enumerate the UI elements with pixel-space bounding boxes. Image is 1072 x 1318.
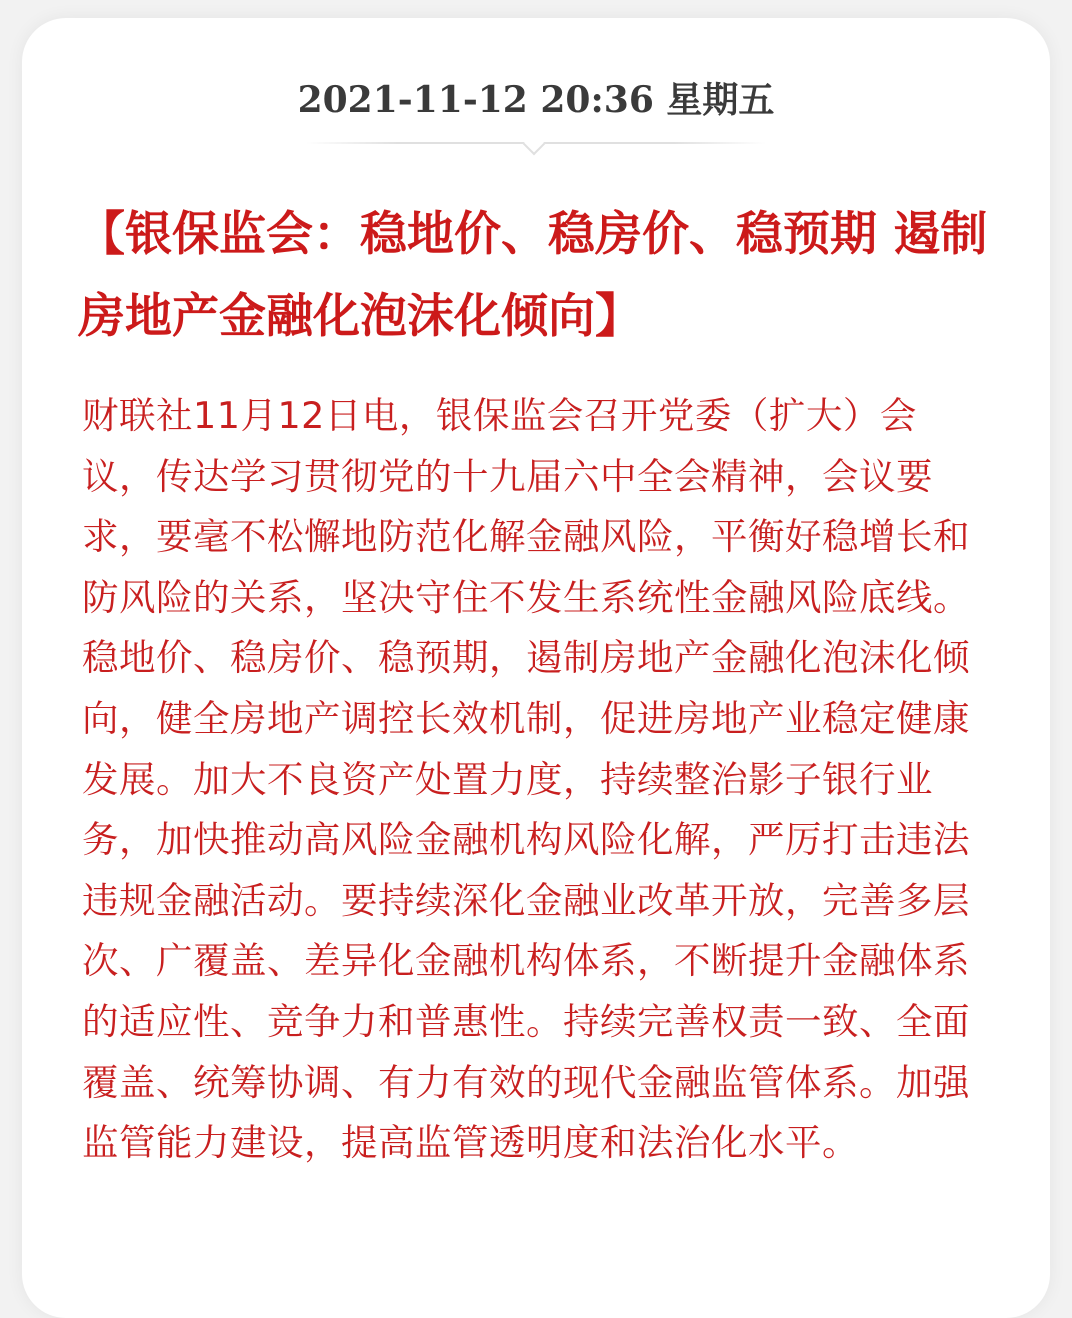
news-body: 财联社11月12日电，银保监会召开党委（扩大）会议，传达学习贯彻党的十九届六中全会精神，会议要求，要毫不松懈地防范化解金融风险，平衡好稳增长和防风险的关系，坚决守住不发生系统性金融风险底线。稳地价、稳房价、稳预期，遏制房地产金融化泡沫化倾向，健全房地产调控长效机制，促进房地产业稳定健康发展。加大不良资产处置力度，持续整治影子银行业务，加快推动高风险金融机构风险化解，严厉打击违法违规金融活动。要持续深化金融业改革开放，完善多层次、广覆盖、差异化金融机构体系，不断提升金融体系的适应性、竞争力和普惠性。持续完善权责一致、全面覆盖、统筹协调、有力有效的现代金融监管体系。加强监管能力建设，提高监管透明度和法治化水平。	[82, 394, 970, 1165]
post-datetime: 2021-11-12 20:36 星期五	[297, 79, 775, 121]
news-headline: 【银保监会：稳地价、稳房价、稳预期 遏制房地产金融化泡沫化倾向】	[78, 207, 988, 344]
